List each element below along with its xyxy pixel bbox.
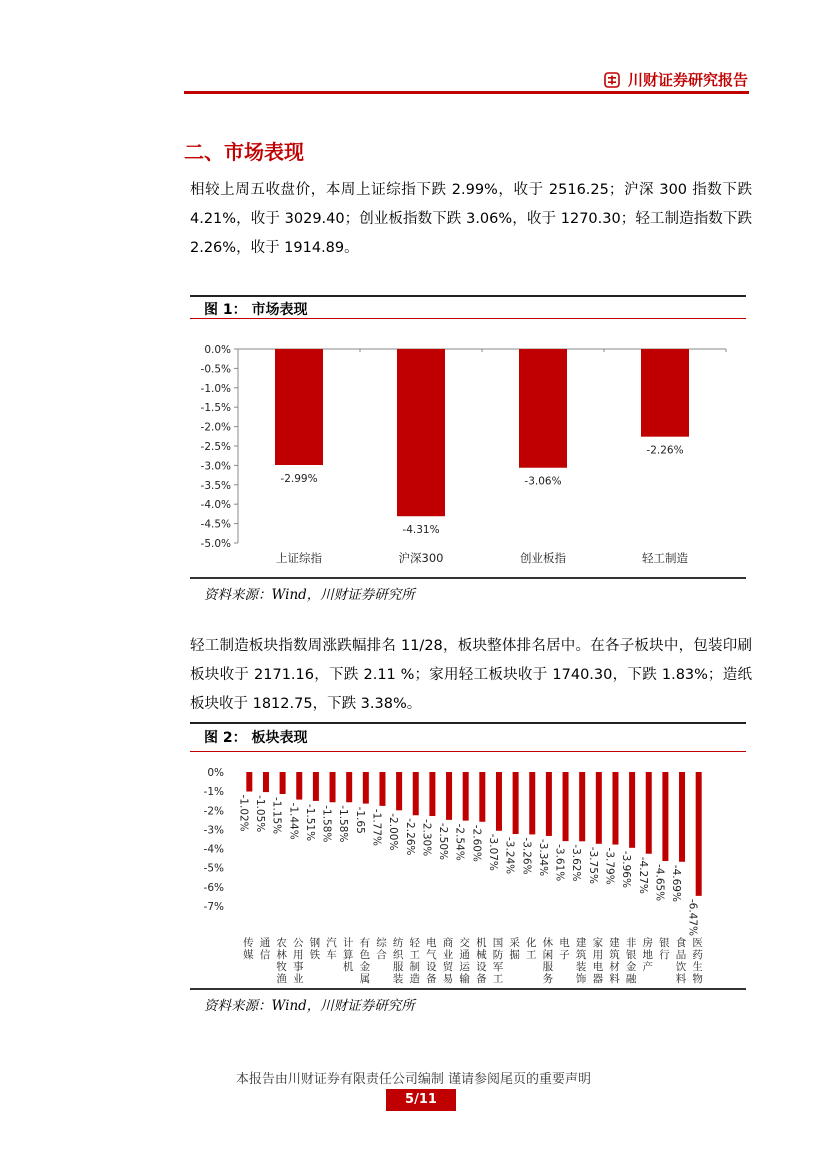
figure2-title: 图 2： 板块表现 <box>204 730 308 746</box>
bar <box>662 772 668 861</box>
figure1-title: 图 1： 市场表现 <box>204 302 308 318</box>
category-label-char: 装 <box>392 973 404 985</box>
category-label: 上证综指 <box>276 551 322 565</box>
category-label: 创业板指 <box>520 551 566 565</box>
brand-text: 川财证券研究报告 <box>627 71 748 89</box>
category-label-char: 交 <box>459 937 470 949</box>
category-label: 沪深300 <box>398 551 444 565</box>
y-tick-label: -1.5% <box>200 402 231 415</box>
figure2-top-rule <box>190 722 746 724</box>
category-label-char: 医 <box>692 937 703 949</box>
category-label-char: 铁 <box>309 949 321 961</box>
category-label-char: 合 <box>376 949 387 961</box>
data-label: -2.54% <box>453 823 466 861</box>
category-label-char: 车 <box>326 949 337 961</box>
data-label: -4.31% <box>402 524 440 537</box>
category-label-char: 气 <box>426 949 437 961</box>
category-label-char: 轻 <box>409 937 420 949</box>
category-label-char: 工 <box>492 973 504 985</box>
category-label-char: 工 <box>409 949 420 961</box>
category-label-char: 融 <box>625 973 637 985</box>
category-label-char: 钢 <box>309 937 321 949</box>
data-label: -1.58% <box>337 805 350 843</box>
data-label: -3.61% <box>553 844 566 882</box>
category-label-char: 综 <box>376 937 387 949</box>
category-label-char: 工 <box>526 949 537 961</box>
bar <box>679 772 685 862</box>
bar <box>629 772 635 848</box>
y-tick-label: -5.0% <box>200 538 231 550</box>
category-label <box>593 936 604 985</box>
category-label-char: 化 <box>526 937 537 949</box>
bar <box>275 349 323 465</box>
category-label-char: 农 <box>276 937 287 949</box>
category-label <box>576 936 587 985</box>
category-label <box>643 936 654 973</box>
bar <box>413 772 419 815</box>
y-tick-label: -2% <box>203 805 224 818</box>
bar <box>646 772 652 854</box>
category-label-char: 机 <box>342 961 354 973</box>
category-label <box>676 936 687 985</box>
bar <box>246 772 252 792</box>
y-tick-label: -4% <box>203 843 224 856</box>
category-label-char: 防 <box>492 949 504 961</box>
category-label-char: 物 <box>692 973 703 985</box>
y-tick-label: -6% <box>203 881 224 894</box>
figure1-source: 资料来源：Wind，川财证券研究所 <box>204 587 415 603</box>
category-label-char: 电 <box>559 937 570 949</box>
category-label-char: 服 <box>392 961 404 973</box>
data-label: -3.07% <box>486 833 499 871</box>
category-label-char: 建 <box>575 937 587 949</box>
category-label <box>293 937 304 985</box>
page-number: 5/11 <box>386 1089 456 1111</box>
bar <box>513 772 519 834</box>
figure2-title-rule <box>190 751 746 752</box>
market-chart <box>190 330 746 575</box>
data-label: -4.27% <box>636 856 649 894</box>
data-label: -2.99% <box>280 473 318 486</box>
category-label-char: 金 <box>625 961 637 973</box>
y-tick-label: -0.5% <box>200 363 231 376</box>
bar <box>496 772 502 831</box>
category-label-char: 筑 <box>575 949 587 961</box>
category-label <box>526 936 537 961</box>
data-label: -2.60% <box>470 824 483 862</box>
data-label: -6.47% <box>686 898 699 937</box>
y-tick-label: -1.0% <box>200 382 231 395</box>
category-label-char: 属 <box>359 973 371 985</box>
category-label <box>326 937 337 961</box>
category-label <box>509 936 520 961</box>
category-label-char: 信 <box>259 949 271 961</box>
category-label <box>393 936 404 985</box>
category-label-char: 设 <box>476 961 487 973</box>
category-label-char: 采 <box>509 937 520 949</box>
category-label-char: 休 <box>542 937 554 949</box>
bar <box>263 772 269 792</box>
data-label: -3.06% <box>524 475 562 488</box>
category-label-char: 林 <box>276 949 287 961</box>
data-label: -1.65 <box>353 806 366 834</box>
category-label-char: 备 <box>426 973 437 985</box>
bar <box>296 772 302 800</box>
category-label-char: 食 <box>675 937 687 949</box>
sector-paragraph: 轻工制造板块指数周涨跌幅排名 11/28，板块整体排名居中。在各子板块中，包装印刷板块收于 2171.16，下跌 2.11 %；家用轻工板块收于 1740.30，下跌 1.83%；造纸板块收于 1812.75，下跌 3.38%。 <box>190 638 752 712</box>
category-label-char: 器 <box>592 973 604 985</box>
category-label-char: 传 <box>243 937 254 949</box>
data-label: -1.58% <box>320 805 333 843</box>
category-label <box>459 936 470 985</box>
category-label-char: 媒 <box>243 949 254 961</box>
category-label-char: 闲 <box>542 949 554 961</box>
category-label-char: 色 <box>359 949 371 961</box>
bar <box>379 772 385 806</box>
category-label-char: 械 <box>476 949 487 961</box>
figure2-bottom-rule <box>190 988 746 990</box>
category-label-char: 制 <box>409 961 420 973</box>
data-label: -2.26% <box>403 818 416 856</box>
data-label: -1.44% <box>287 802 300 840</box>
y-tick-label: 0% <box>207 767 224 779</box>
category-label-char: 业 <box>293 973 304 985</box>
data-label: -3.62% <box>570 844 583 882</box>
category-label-char: 料 <box>609 973 620 985</box>
figure1-bottom-rule <box>190 577 746 579</box>
y-tick-label: -2.5% <box>200 441 231 453</box>
data-label: -1.15% <box>270 797 283 835</box>
category-label-char: 材 <box>609 961 620 973</box>
bar <box>529 772 535 834</box>
bar <box>363 772 369 804</box>
y-tick-label: -1% <box>203 786 224 799</box>
category-label-char: 通 <box>259 937 271 949</box>
sector-chart <box>190 756 746 988</box>
data-label: -1.77% <box>370 808 383 847</box>
category-label-char: 牧 <box>276 961 287 973</box>
category-label <box>609 936 620 985</box>
category-label-char: 药 <box>692 949 703 961</box>
data-label: -3.24% <box>503 837 516 875</box>
category-label-char: 子 <box>559 949 570 961</box>
data-label: -3.96% <box>620 850 633 888</box>
category-label <box>410 937 421 985</box>
category-label-char: 银 <box>625 949 637 961</box>
category-label-char: 计 <box>342 937 354 949</box>
y-tick-label: -5% <box>203 862 224 875</box>
bar <box>397 349 445 516</box>
category-label-char: 饰 <box>575 973 587 985</box>
y-tick-label: -3.5% <box>200 479 231 492</box>
figure1-top-rule <box>190 295 746 297</box>
category-label-char: 事 <box>293 961 304 973</box>
data-label: -2.26% <box>646 444 684 457</box>
y-tick-label: -7% <box>203 901 224 913</box>
category-label <box>543 936 554 985</box>
bar <box>546 772 552 836</box>
category-label <box>243 936 254 961</box>
category-label-char: 贸 <box>442 961 454 973</box>
report-brand <box>604 69 748 90</box>
data-label: -2.30% <box>420 819 433 857</box>
category-label-char: 家 <box>592 937 604 949</box>
category-label-char: 运 <box>459 961 470 973</box>
data-label: -3.34% <box>536 838 549 877</box>
category-label-char: 商 <box>442 937 454 949</box>
bar <box>346 772 352 802</box>
category-label-char: 地 <box>642 949 653 961</box>
category-label-char: 用 <box>293 949 304 961</box>
category-label-char: 金 <box>359 961 371 973</box>
y-tick-label: -3.0% <box>200 460 231 473</box>
bar <box>446 772 452 820</box>
category-label <box>443 936 454 985</box>
category-label-char: 用 <box>592 949 604 961</box>
category-label-char: 电 <box>592 961 604 973</box>
category-label <box>310 936 321 961</box>
y-tick-label: -3% <box>203 824 224 837</box>
category-label <box>343 936 354 973</box>
category-label <box>476 936 487 985</box>
category-label-char: 国 <box>492 937 504 949</box>
bar <box>463 772 469 821</box>
category-label <box>559 936 570 961</box>
category-label-char: 易 <box>442 973 454 985</box>
category-label-char: 造 <box>409 973 420 985</box>
category-label <box>692 937 703 985</box>
market-paragraph: 相较上周五收盘价，本周上证综指下跌 2.99%，收于 2516.25；沪深 300 指数下跌 4.21%，收于 3029.40；创业板指数下跌 3.06%，收于 1270.30；轻工制造指数下跌 2.26%，收于 1914.89。 <box>190 182 752 256</box>
data-label: -2.50% <box>437 822 450 861</box>
bar <box>579 772 585 841</box>
category-label-char: 有 <box>359 937 371 949</box>
data-label: -1.51% <box>303 803 316 842</box>
category-label-char: 筑 <box>609 949 620 961</box>
data-label: -3.75% <box>586 846 599 884</box>
bar <box>641 349 689 437</box>
category-label <box>360 936 371 985</box>
data-label: -2.00% <box>387 813 400 851</box>
footer-disclaimer: 本报告由川财证券有限责任公司编制 谨请参阅尾页的重要声明 <box>235 1072 592 1087</box>
category-label-char: 务 <box>542 973 554 985</box>
category-label <box>626 936 637 985</box>
category-label <box>493 937 504 985</box>
category-label <box>376 936 387 961</box>
bar <box>612 772 618 845</box>
category-label-char: 装 <box>575 961 587 973</box>
category-label-char: 渔 <box>276 973 287 985</box>
category-label-char: 料 <box>675 973 687 985</box>
figure1-title-rule <box>190 318 746 319</box>
category-label-char: 输 <box>459 973 470 985</box>
category-label <box>426 936 437 985</box>
bar <box>330 772 336 802</box>
category-label-char: 房 <box>642 937 653 949</box>
data-label: -1.02% <box>237 794 250 832</box>
bar <box>519 349 567 468</box>
category-label-char: 公 <box>293 937 304 949</box>
category-label-char: 掘 <box>509 949 520 961</box>
y-tick-label: -4.5% <box>200 518 231 531</box>
category-label <box>260 937 271 961</box>
bar <box>396 772 402 810</box>
category-label-char: 产 <box>642 961 653 973</box>
category-label-char: 备 <box>476 973 487 985</box>
category-label-char: 非 <box>625 937 637 949</box>
figure2-source: 资料来源：Wind，川财证券研究所 <box>204 998 415 1014</box>
y-tick-label: -2.0% <box>200 421 231 434</box>
category-label-char: 通 <box>459 949 470 961</box>
section-title: 二、市场表现 <box>184 140 304 164</box>
y-tick-label: -4.0% <box>200 499 231 512</box>
bar <box>696 772 702 896</box>
category-label-char: 饮 <box>675 961 687 973</box>
bar <box>313 772 319 801</box>
category-label-char: 纺 <box>392 937 404 949</box>
bar <box>479 772 485 822</box>
category-label-char: 品 <box>675 949 687 961</box>
data-label: -4.69% <box>670 864 683 902</box>
category-label <box>276 936 287 985</box>
category-label-char: 织 <box>392 949 404 961</box>
category-label-char: 算 <box>342 949 354 961</box>
data-label: -3.26% <box>520 837 533 875</box>
bar <box>563 772 569 841</box>
chuancai-logo-icon <box>604 72 620 88</box>
category-label-char: 银 <box>659 937 670 949</box>
y-tick-label: 0.0% <box>204 344 231 356</box>
category-label-char: 电 <box>426 937 437 949</box>
category-label-char: 建 <box>609 937 620 949</box>
bar <box>280 772 286 794</box>
category-label-char: 机 <box>476 937 487 949</box>
category-label: 轻工制造 <box>642 551 688 565</box>
category-label-char: 生 <box>692 961 703 973</box>
category-label-char: 军 <box>492 961 504 973</box>
data-label: -1.05% <box>253 795 266 833</box>
category-label-char: 业 <box>442 949 454 961</box>
data-label: -3.79% <box>603 847 616 885</box>
data-label: -4.65% <box>653 864 666 902</box>
category-label-char: 设 <box>426 961 437 973</box>
category-label-char: 行 <box>659 949 670 961</box>
bar <box>596 772 602 844</box>
category-label-char: 汽 <box>326 937 337 949</box>
category-label <box>659 936 670 961</box>
bar <box>429 772 435 816</box>
category-label-char: 服 <box>542 961 554 973</box>
header-rule <box>184 91 749 94</box>
